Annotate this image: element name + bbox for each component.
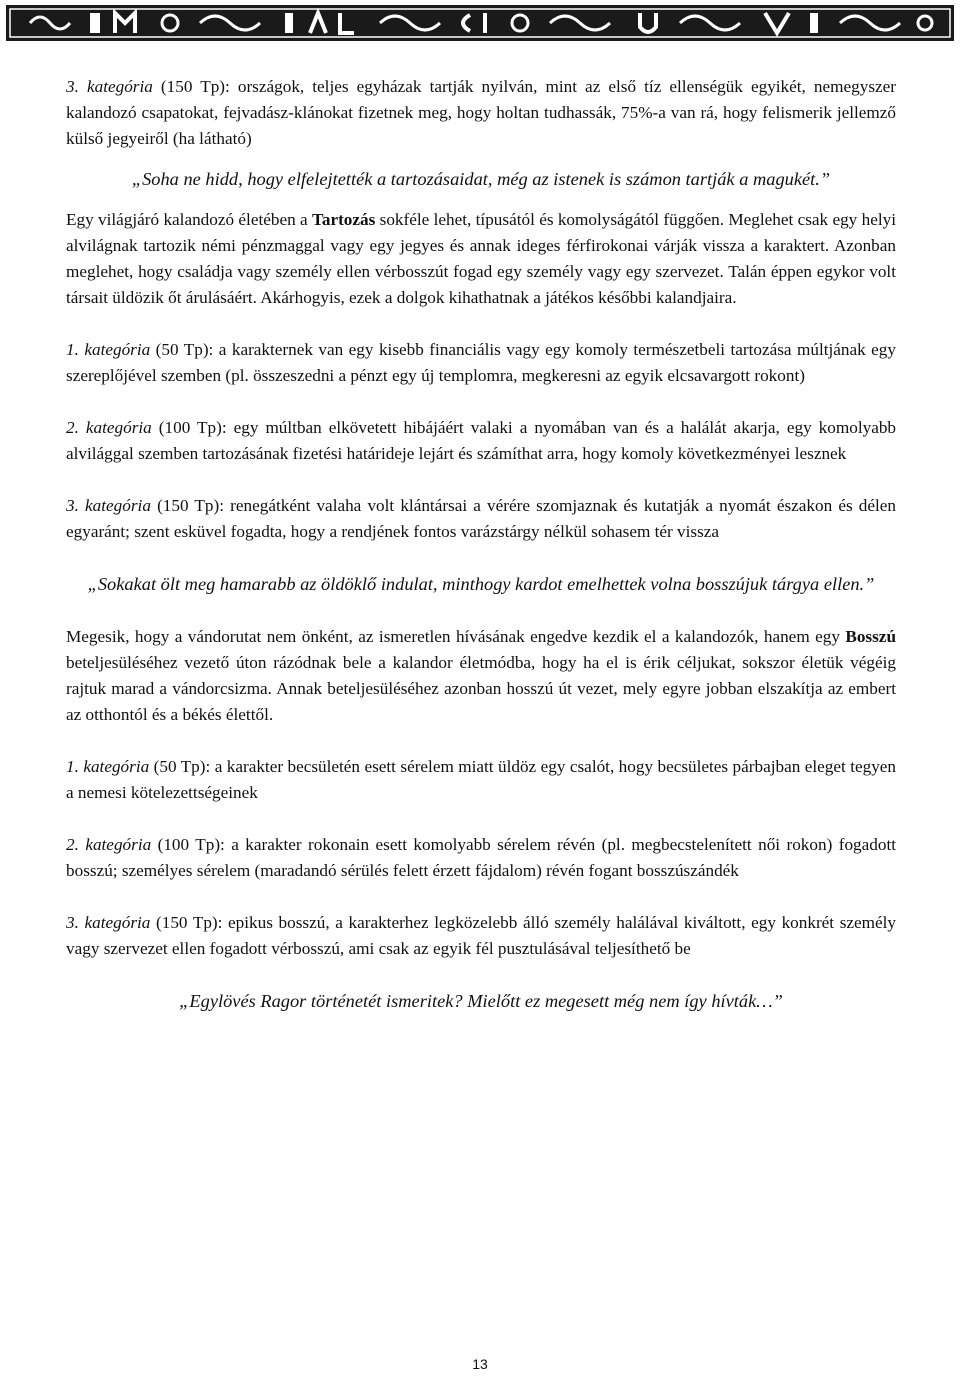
quote-ragor: „Egylövés Ragor történetét ismeritek? Mielőtt ez megesett még nem így hívták…” (179, 991, 783, 1011)
category-word: kategória (86, 77, 153, 96)
debt-category-1 (66, 337, 896, 389)
category-text: Tp): a karakternek van egy kisebb financiális vagy egy komoly természetbeli tartozása múltjának egy szereplőjével szemben (pl. összeszedni a pénzt egy új templomra, megkeresni az egyik elcsavargott rokont) (66, 340, 896, 385)
revenge-category-3 (66, 910, 896, 962)
category-points: (50 (155, 340, 179, 359)
category-word: kategória (84, 340, 151, 359)
category-text: Tp): epikus bosszú, a karakterhez legközelebb álló személy halálával kiváltott, egy konkrét személy vagy szervezet ellen fogadott vérbosszú, ami csak az egyik fél pusztulásával teljesíthető be (66, 913, 897, 958)
category-points: (100 (158, 418, 191, 437)
category-points: (150 (157, 496, 189, 515)
category-points: (100 (157, 835, 190, 854)
category-text: Tp): a karakter rokonain esett komolyabb sérelem révén (pl. megbecstelenített női rokon) fogadott bosszú; személyes sérelem (maradandó sérülés felett érzett fájdalom) révén fogant bosszúszándék (66, 835, 896, 880)
category-word: kategória (83, 757, 150, 776)
category-text: Tp): a karakter becsületén esett sérelem miatt üldöz egy csalót, hogy becsületes párbajban eleget tegyen a nemesi kötelezettségeinek (66, 757, 897, 802)
category-number: 1. (66, 340, 79, 359)
category-text: Tp): országok, teljes egyházak tartják nyilván, mint az első tíz ellenségük egyikét, nemegyszer kalandozó csapatokat, fejvadász-klánokat fizetnek meg, hogy holtan tudhassák, 75%-a van rá, hogy felismerik jellemző külső jegyeiről (ha látható) (66, 77, 897, 148)
intro-text-end: beteljesüléséhez vezető úton rázódnak bele a kalandor életmódba, hogy ha el is érik céljukat, sokszor életük végéig rajtuk marad a vándorcsizma. Annak beteljesüléséhez azonban hosszú út vezet, mely egyre jobban elszakítja az embert az otthontól és a békés élettől. (66, 653, 896, 724)
category-number: 1. (66, 757, 79, 776)
category-points: (50 (153, 757, 177, 776)
revenge-category-2 (66, 832, 896, 884)
intro-text-end: sokféle lehet, típusától és komolyságától függően. Meglehet csak egy helyi alvilágnak tartozik némi pénzmaggal vagy egy jegyes és annak ideges férfirokonai várják vissza a karaktert. Azonban meglehet, hogy családja vagy személy ellen vérbosszút fogad egy személy vagy egy szervezet. Talán éppen egykor volt társait üldözik őt árulásáért. Akárhogyis, ezek a dolgok kihathatnak a játékos későbbi kalandjaira. (66, 210, 896, 307)
debt-intro-paragraph (66, 207, 896, 311)
category-number: 2. (66, 835, 79, 854)
quote-revenge: „Sokakat ölt meg hamarabb az öldöklő indulat, minthogy kardot emelhettek volna bosszújuk tárgya ellen.” (87, 574, 875, 594)
category-number: 3. (66, 913, 79, 932)
page-body (66, 74, 896, 1015)
category-points: (150 (156, 913, 188, 932)
term-bosszu: Bosszú (845, 627, 896, 646)
debt-category-2 (66, 415, 896, 467)
category-number: 3. (66, 496, 79, 515)
intro-text-start: Egy világjáró kalandozó életében a (66, 210, 312, 229)
category-word: kategória (85, 496, 151, 515)
category-text: Tp): renegátként valaha volt klántársai a vérére szomjaznak és kutatják a nyomát északon és délen egyaránt; szent esküvel fogadta, hogy a rendjének fontos varázstárgy nélkül sohasem tér vissza (66, 496, 897, 541)
quote-debt: „Soha ne hidd, hogy elfelejtették a tartozásaidat, még az istenek is számon tartják a magukét.” (131, 169, 831, 189)
category-word: kategória (85, 835, 152, 854)
header-ornament-banner (0, 0, 960, 46)
revenge-intro-paragraph (66, 624, 896, 728)
category-word: kategória (85, 418, 152, 437)
category-number: 3. (66, 77, 79, 96)
category-points: (150 (160, 77, 193, 96)
page-number: 13 (472, 1356, 488, 1372)
term-tartozas: Tartozás (311, 210, 376, 229)
revenge-category-1 (66, 754, 896, 806)
debt-category-3b (66, 493, 896, 545)
category-text: Tp): egy múltban elkövetett hibájáért valaki a nyomában van és a halálát akarja, egy komolyabb alvilággal szemben tartozásának fizetési határideje lejárt és számíthat arra, hogy komoly következményei lesznek (66, 418, 897, 463)
intro-text-start: Megesik, hogy a vándorutat nem önként, az ismeretlen hívásának engedve kezdik el a kalandozók, hanem egy (66, 627, 846, 646)
category-number: 2. (66, 418, 79, 437)
category-word: kategória (84, 913, 151, 932)
debt-category-3 (66, 74, 896, 152)
